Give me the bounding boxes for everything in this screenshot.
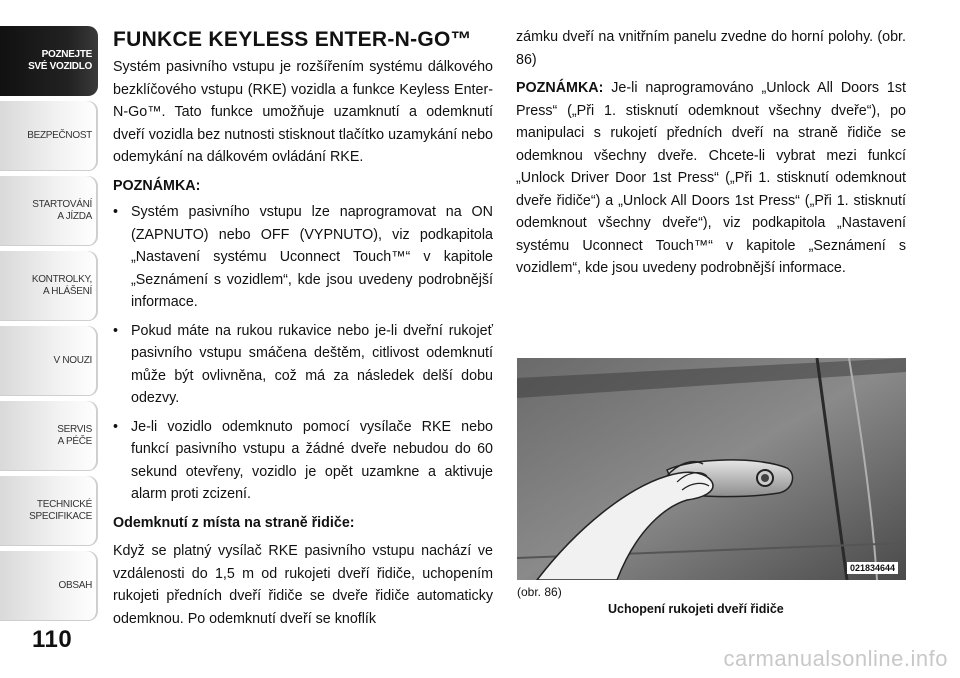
tab-bezpecnost[interactable]	[0, 101, 98, 171]
tab-obsah[interactable]	[0, 551, 98, 621]
tab-label: V NOUZI	[53, 355, 92, 366]
tab-v-nouzi[interactable]	[0, 326, 98, 396]
note-bullet-list	[113, 201, 493, 506]
note-paragraph	[516, 77, 906, 280]
intro-paragraph: Systém pasivního vstupu je rozšířením systému dálkového bezklíčového vstupu (RKE) vozidla a funkce Keyless Enter-N-Go™. Tato funkce umožňuje uzamknutí a odemknutí dveří vozidla bez nutnosti stisknout tlačítko uzamykání nebo odemykání na dálkovém ovládání RKE.	[113, 59, 493, 165]
door-handle-illustration	[517, 358, 906, 580]
tab-technicke-specifikace[interactable]	[0, 476, 98, 546]
figure-code: 021834644	[847, 562, 898, 574]
section-title: FUNKCE KEYLESS ENTER-N-GO™	[113, 28, 472, 51]
list-item: • Systém pasivního vstupu lze naprogramovat na ON (ZAPNUTO) nebo OFF (VYPNUTO), viz podkapitola „Nastavení systému Uconnect Touch™“ v kapitole „Seznámení s vozidlem“, kde jsou uvedeny podrobnější informace.	[113, 201, 493, 314]
subsection-heading: Odemknutí z místa na straně řidiče:	[113, 514, 355, 531]
list-item: • Pokud máte na rukou rukavice nebo je-li dveřní rukojeť pasivního vstupu smáčena deštěm, citlivost odemknutí může být ovlivněna, což má za následek delší dobu odezvy.	[113, 320, 493, 410]
tab-poznejte-sve-vozidlo[interactable]	[0, 26, 98, 96]
figure-label: (obr. 86)	[517, 585, 562, 599]
body-paragraph: Když se platný vysílač RKE pasivního vstupu nachází ve vzdálenosti do 1,5 m od rukojeti dveří řidiče, uchopením rukojeti předních dveří řidiče se dveře řidiče automaticky odemknou. Po odemknutí dveří se knoflík	[113, 543, 493, 627]
note-text: Je-li naprogramováno „Unlock All Doors 1st Press“ („Při 1. stisknutí odemknout všechny dveře“), po manipulaci s rukojetí předních dveří na straně řidiče se odemknou všechny dveře. Chcete-li vybrat mezi funkcí „Unlock Driver Door 1st Press“ („Při 1. stisknutí odemknout dveře řidiče“) a „Unlock All Doors 1st Press“ („Při 1. stisknutí odemknout všechny dveře“), viz podkapitola „Nastavení systému Uconnect Touch™“ v kapitole „Seznámení s vozidlem“, kde jsou uvedeny podrobnější informace.	[516, 80, 906, 276]
tab-startovani-a-jizda[interactable]	[0, 176, 98, 246]
continued-paragraph: zámku dveří na vnitřním panelu zvedne do horní polohy. (obr. 86)	[516, 29, 906, 68]
door-handle-figure	[517, 358, 906, 580]
tab-servis-a-pece[interactable]	[0, 401, 98, 471]
tab-label: KONTROLKY, A HLÁŠENÍ	[31, 274, 92, 297]
watermark: carmanualsonline.info	[723, 646, 948, 671]
tab-label: OBSAH	[58, 580, 92, 591]
list-item: • Je-li vozidlo odemknuto pomocí vysílače RKE nebo funkcí pasivního vstupu a žádné dveře nebudou do 60 sekund otevřeny, vozidlo je opět uzamkne a aktivuje alarm proti zcizení.	[113, 416, 493, 506]
page-number: 110	[32, 626, 73, 653]
note-label: POZNÁMKA:	[516, 80, 604, 96]
tab-label: SERVIS A PÉČE	[57, 424, 92, 447]
tab-label: BEZPEČNOST	[27, 130, 92, 141]
left-column	[113, 26, 493, 636]
figure-caption: Uchopení rukojeti dveří řidiče	[608, 602, 784, 616]
right-column	[516, 26, 906, 286]
tab-label: TECHNICKÉ SPECIFIKACE	[29, 499, 92, 522]
tab-kontrolky-a-hlaseni[interactable]	[0, 251, 98, 321]
note-heading: POZNÁMKA:	[113, 177, 201, 194]
tab-label: POZNEJTE SVÉ VOZIDLO	[28, 49, 92, 72]
tab-label: STARTOVÁNÍ A JÍZDA	[32, 199, 92, 222]
